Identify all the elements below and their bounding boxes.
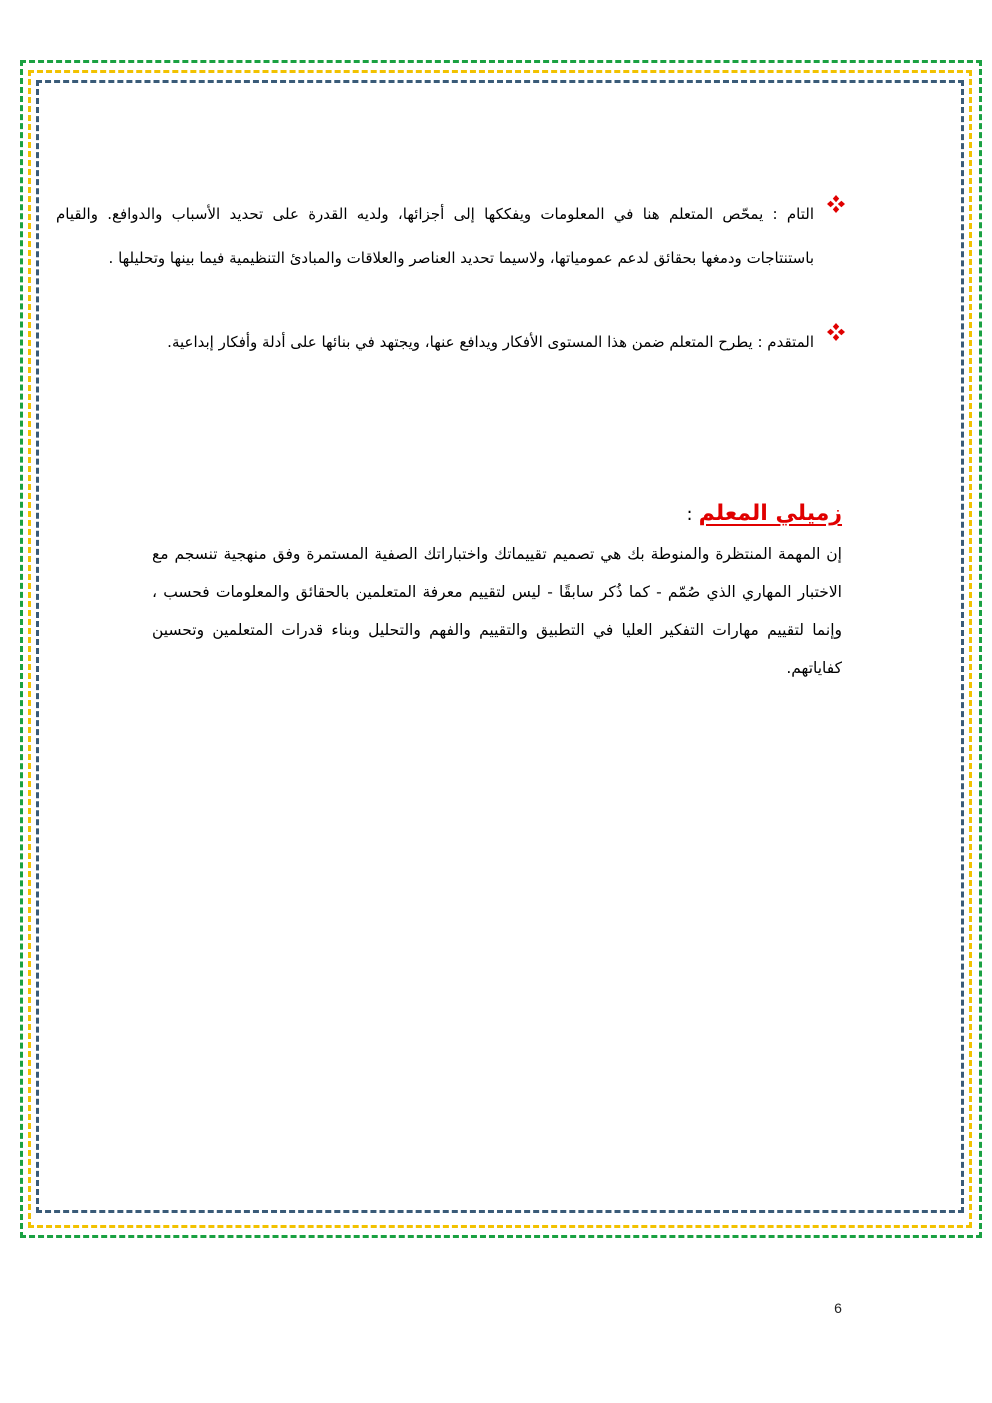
teacher-note-body: إن المهمة المنتظرة والمنوطة بك هي تصميم تقييماتك واختباراتك الصفية المستمرة وفق منهجية تنسجم مع الاختبار المهاري الذي صُمّم - كما ذُكر سابقًا - ليس لتقييم معرفة المتعلمين بالحقائق والمعلومات فحسب ، وإنما لتقييم مهارات التفكير العليا في التطبيق والتقييم والفهم والتحليل وبناء قدرات المتعلمين وتحسين كفاياتهم. <box>152 545 842 677</box>
teacher-note-heading <box>687 498 842 531</box>
four-diamond-bullet-icon <box>826 194 846 214</box>
four-diamond-bullet-icon <box>826 322 846 342</box>
page-number: 6 <box>834 1300 842 1316</box>
bullet-text: التام : يمحّص المتعلم هنا في المعلومات ويفككها إلى أجزائها، ولديه القدرة على تحديد الأسباب والدوافع. والقيام باستنتاجات ودمغها بحقائق لدعم عمومياتها، ولاسيما تحديد العناصر والعلاقات والمبادئ التنظيمية فيما بينها وتحليلها . <box>56 205 814 267</box>
teacher-note-colon: : <box>686 504 693 525</box>
bullet-item-complete-level <box>56 192 846 280</box>
bullet-item-advanced-level <box>56 320 846 364</box>
teacher-note-title: زميلي المعلم <box>698 501 842 526</box>
bullet-text: المتقدم : يطرح المتعلم ضمن هذا المستوى الأفكار ويدافع عنها، ويجتهد في بنائها على أدلة وأفكار إبداعية. <box>167 333 814 351</box>
